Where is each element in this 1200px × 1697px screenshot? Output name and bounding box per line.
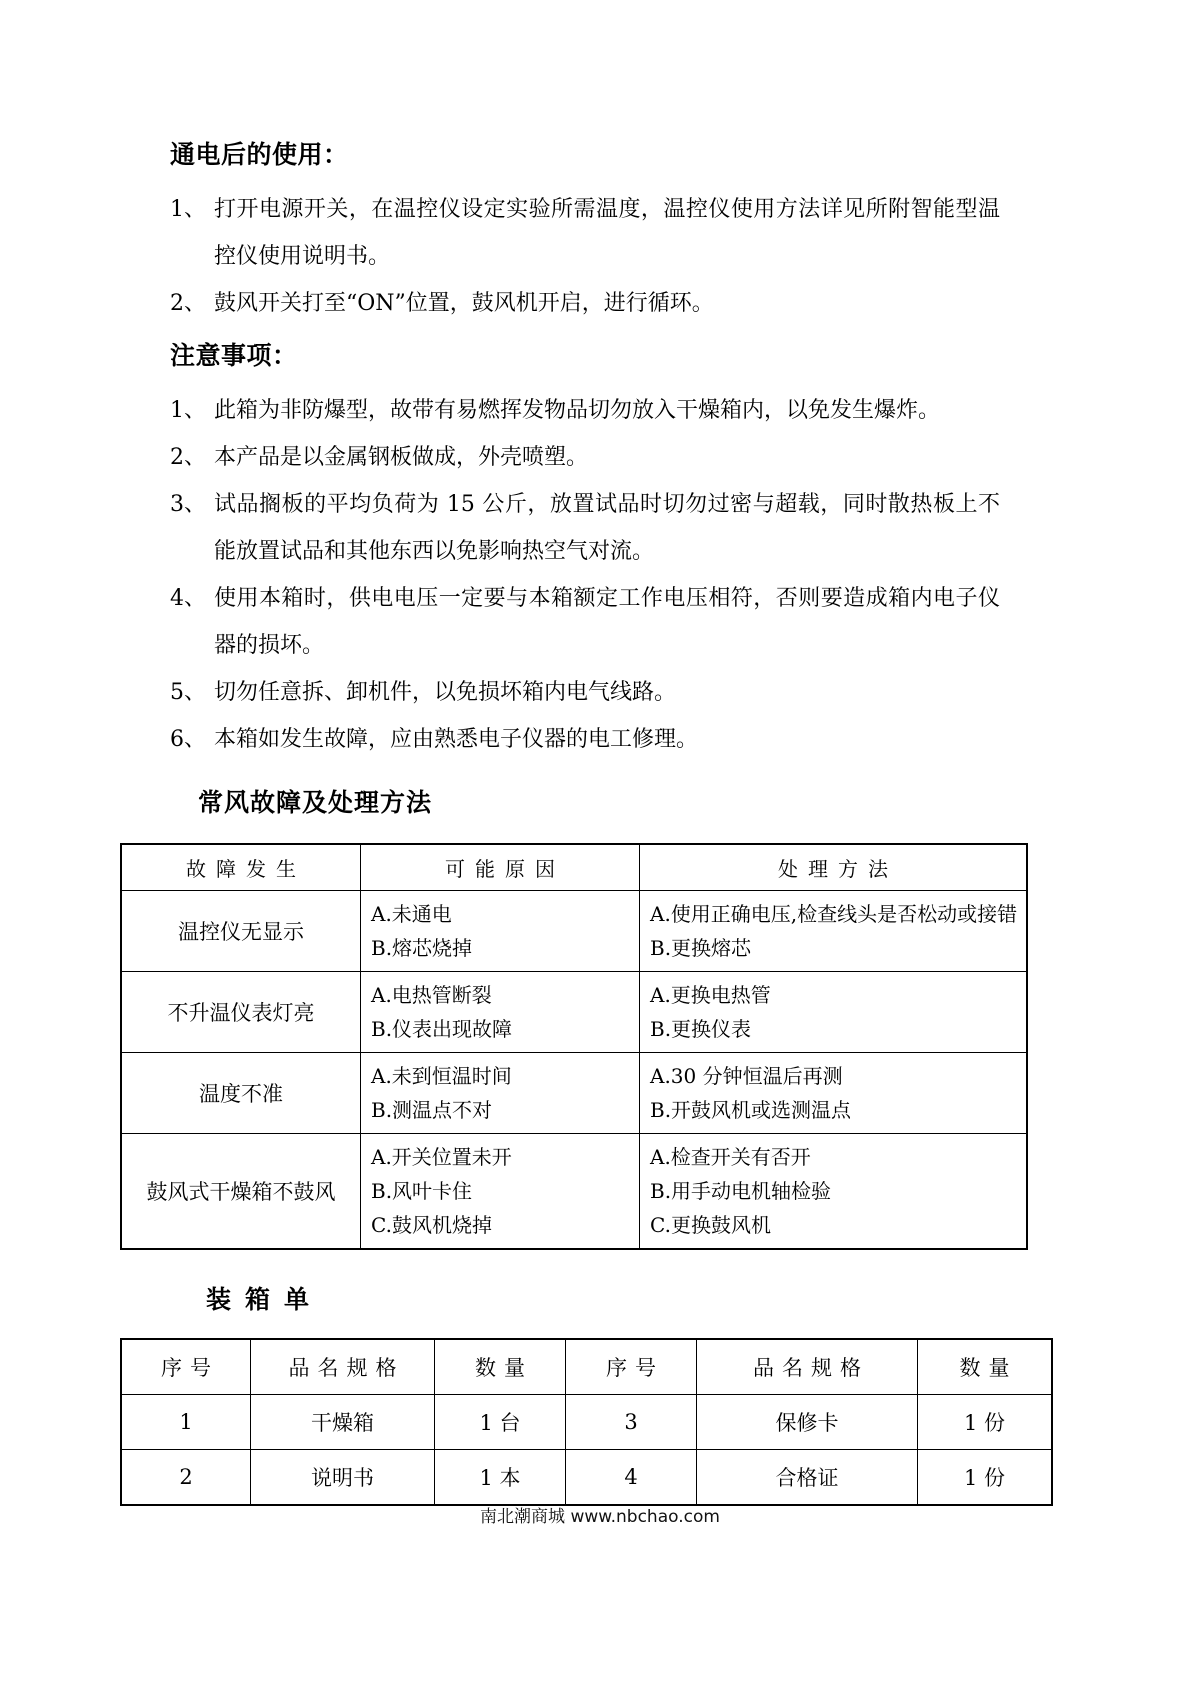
usage-heading: 通电后的使用：: [170, 140, 349, 169]
packing-col-index-header-2: 序号: [566, 1339, 697, 1395]
usage-item-text: 鼓风开关打至“ON”位置，鼓风机开启，进行循环。: [214, 291, 714, 316]
notes-item-number: 2、: [170, 445, 206, 470]
table-row: [121, 1134, 1027, 1250]
fault-cause-line: A.未到恒温时间: [371, 1064, 512, 1088]
packing-cell: 干燥箱: [251, 1395, 435, 1450]
usage-item-number: 1、: [170, 197, 206, 222]
packing-list-heading: 装箱单: [206, 1285, 324, 1314]
notes-item: [170, 575, 1000, 669]
packing-cell: 说明书: [251, 1450, 435, 1506]
page-footer: 南北潮商城 www.nbchao.com: [480, 1507, 720, 1527]
fault-symptom: 不升温仪表灯亮: [121, 972, 361, 1053]
fault-fix-line: B.更换熔芯: [650, 936, 752, 960]
packing-cell: 1: [121, 1395, 251, 1450]
packing-cell: 4: [566, 1450, 697, 1506]
notes-item-text: 本产品是以金属钢板做成，外壳喷塑。: [214, 445, 589, 470]
fault-fixes: [640, 891, 1028, 972]
notes-item-number: 1、: [170, 398, 206, 423]
notes-item-text: 本箱如发生故障，应由熟悉电子仪器的电工修理。: [214, 727, 699, 752]
fault-cause-line: A.开关位置未开: [371, 1145, 512, 1169]
fault-symptom: 温控仪无显示: [121, 891, 361, 972]
table-row: [121, 972, 1027, 1053]
fault-fix-line: A.检查开关有否开: [650, 1145, 811, 1169]
packing-cell: 合格证: [697, 1450, 918, 1506]
packing-col-name-header-2: 品名规格: [697, 1339, 918, 1395]
fault-causes: [361, 891, 640, 972]
fault-fix-line: B.开鼓风机或选测温点: [650, 1098, 852, 1122]
packing-list-table: [120, 1338, 1053, 1506]
fault-fixes: [640, 1053, 1028, 1134]
fault-fix-line: C.更换鼓风机: [650, 1213, 771, 1237]
fault-col-fix-header: 处理方法: [640, 844, 1028, 891]
notes-heading: 注意事项：: [170, 341, 298, 370]
fault-symptom: 温度不准: [121, 1053, 361, 1134]
fault-table-heading: 常风故障及处理方法: [198, 788, 433, 817]
document-content: [146, 140, 1018, 1506]
notes-item-text: 试品搁板的平均负荷为 15 公斤，放置试品时切勿过密与超载，同时散热板上不能放置试品和其他东西以免影响热空气对流。: [214, 492, 1000, 564]
notes-item-number: 3、: [170, 492, 206, 517]
notes-item-number: 4、: [170, 586, 206, 611]
fault-fix-line: B.更换仪表: [650, 1017, 752, 1041]
fault-cause-line: B.熔芯烧掉: [371, 936, 473, 960]
packing-col-name-header: 品名规格: [251, 1339, 435, 1395]
notes-item: [170, 434, 1000, 481]
fault-fix-line: A.更换电热管: [650, 983, 771, 1007]
packing-cell: 保修卡: [697, 1395, 918, 1450]
packing-col-qty-header-2: 数量: [918, 1339, 1053, 1395]
usage-item: [170, 280, 1000, 327]
fault-cause-line: B.测温点不对: [371, 1098, 493, 1122]
packing-cell: 3: [566, 1395, 697, 1450]
table-row: [121, 1450, 1052, 1506]
packing-col-qty-header: 数量: [435, 1339, 566, 1395]
packing-cell: 1 台: [435, 1395, 566, 1450]
fault-table-header-row: [121, 844, 1027, 891]
packing-cell: 1 份: [918, 1450, 1053, 1506]
packing-cell: 1 本: [435, 1450, 566, 1506]
notes-item: [170, 387, 1000, 434]
fault-cause-line: B.风叶卡住: [371, 1179, 473, 1203]
fault-col-cause-header: 可能原因: [361, 844, 640, 891]
packing-header-row: [121, 1339, 1052, 1395]
notes-item: [170, 481, 1000, 575]
fault-table: [120, 843, 1028, 1250]
fault-cause-line: B.仪表出现故障: [371, 1017, 513, 1041]
notes-item-number: 6、: [170, 727, 206, 752]
fault-cause-line: C.鼓风机烧掉: [371, 1213, 492, 1237]
packing-col-index-header: 序号: [121, 1339, 251, 1395]
notes-item-text: 此箱为非防爆型，故带有易燃挥发物品切勿放入干燥箱内，以免发生爆炸。: [214, 398, 941, 423]
fault-fix-line: A.使用正确电压,检查线头是否松动或接错: [650, 902, 1018, 926]
fault-col-symptom-header: 故障发生: [121, 844, 361, 891]
table-row: [121, 891, 1027, 972]
packing-cell: 2: [121, 1450, 251, 1506]
packing-cell: 1 份: [918, 1395, 1053, 1450]
fault-causes: [361, 972, 640, 1053]
fault-causes: [361, 1053, 640, 1134]
notes-item-text: 使用本箱时，供电电压一定要与本箱额定工作电压相符，否则要造成箱内电子仪器的损坏。: [214, 586, 1000, 658]
fault-fixes: [640, 1134, 1028, 1250]
fault-causes: [361, 1134, 640, 1250]
table-row: [121, 1395, 1052, 1450]
notes-item: [170, 716, 1000, 763]
usage-item-text: 打开电源开关，在温控仪设定实验所需温度，温控仪使用方法详见所附智能型温控仪使用说明书。: [214, 197, 1000, 269]
usage-item: [170, 186, 1000, 280]
table-row: [121, 1053, 1027, 1134]
fault-fix-line: A.30 分钟恒温后再测: [650, 1064, 843, 1088]
fault-cause-line: A.未通电: [371, 902, 452, 926]
fault-fixes: [640, 972, 1028, 1053]
notes-item-number: 5、: [170, 680, 206, 705]
fault-symptom: 鼓风式干燥箱不鼓风: [121, 1134, 361, 1250]
fault-cause-line: A.电热管断裂: [371, 983, 492, 1007]
fault-fix-line: B.用手动电机轴检验: [650, 1179, 832, 1203]
notes-item-text: 切勿任意拆、卸机件，以免损坏箱内电气线路。: [214, 680, 677, 705]
usage-item-number: 2、: [170, 291, 206, 316]
notes-item: [170, 669, 1000, 716]
